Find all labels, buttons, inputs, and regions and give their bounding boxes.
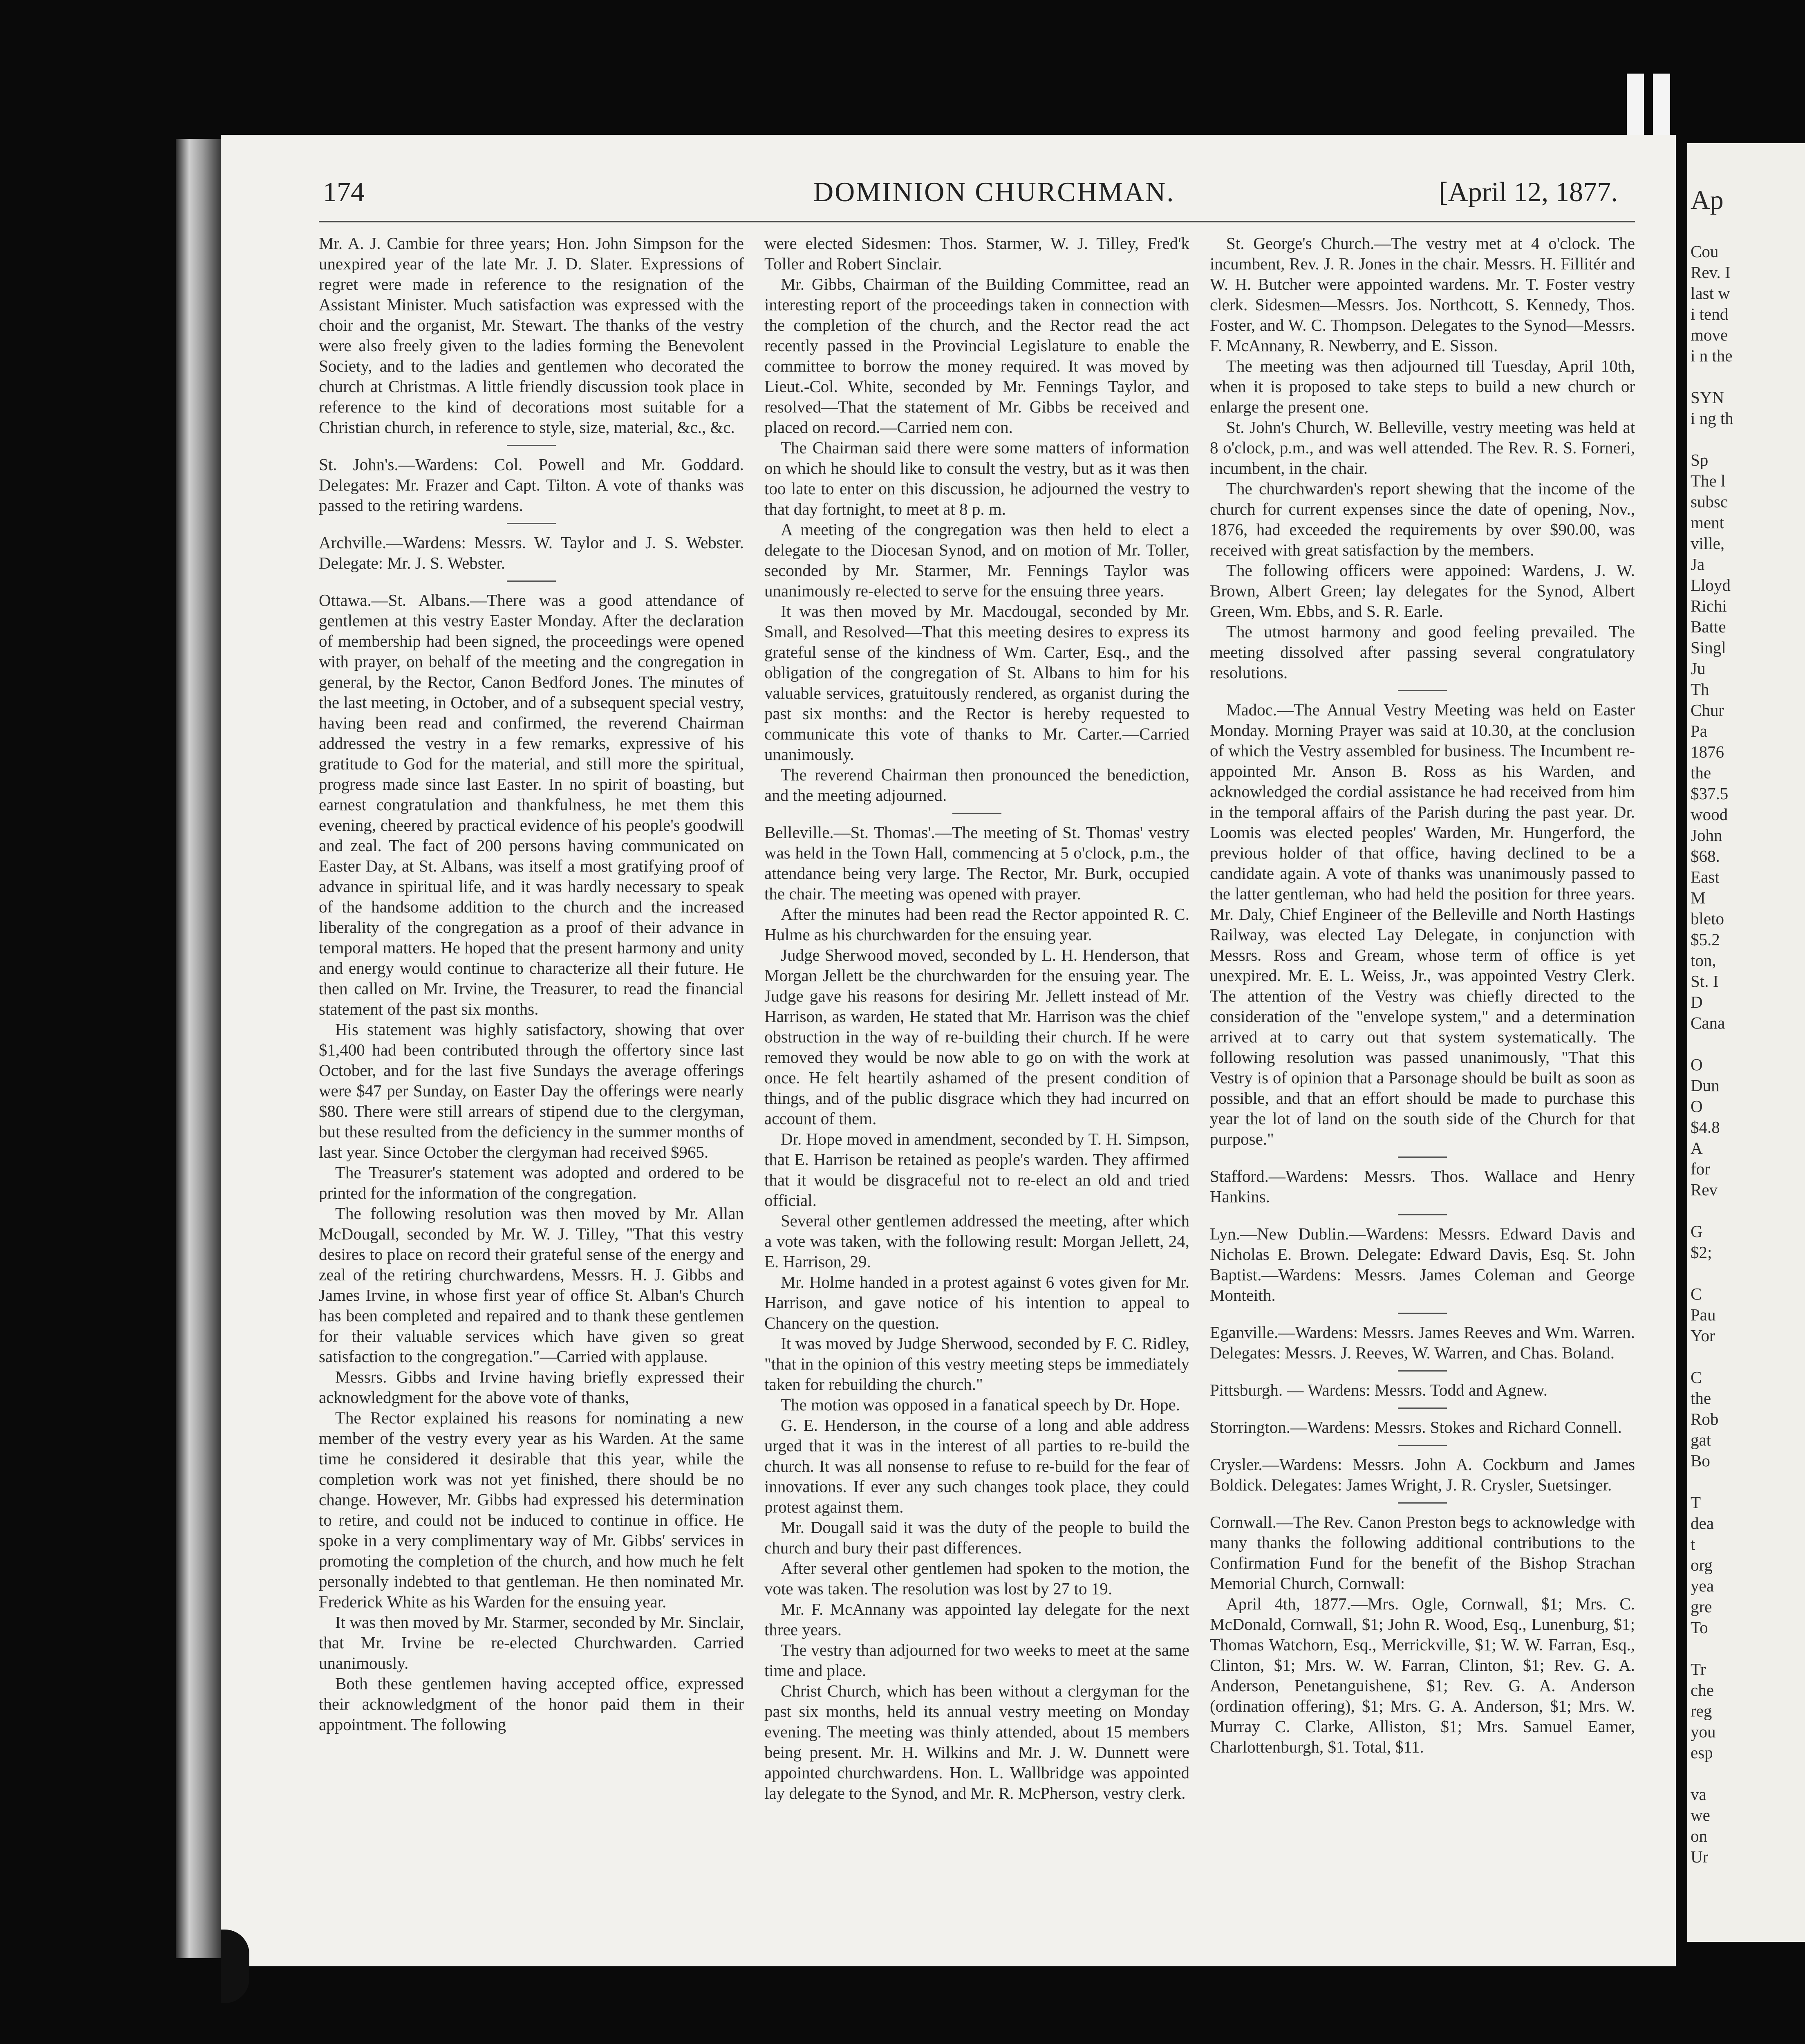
- adjacent-page-fragment: O: [1691, 1055, 1703, 1074]
- adjacent-page-fragment: va: [1691, 1785, 1706, 1804]
- article-paragraph: St. John's.—Wardens: Col. Powell and Mr. Goddard. Delegates: Mr. Frazer and Capt. Tilton. A vote of thanks was passed to the retiring wardens.: [319, 455, 744, 515]
- adjacent-page-fragment: you: [1691, 1722, 1716, 1741]
- article-paragraph: April 4th, 1877.—Mrs. Ogle, Cornwall, $1; Mrs. C. McDonald, Cornwall, $1; John R. Wood, Esq., Lunenburg, $1; Thomas Watchorn, Esq., Merrickville, $1; W. W. Farran, Esq., Clinton, $1; Mrs. W. W. Farran, Clinton, $1; Rev. G. A. Anderson, Penetanguishene, $1; Rev. G. A. Anderson (ordination offering), $1; Mrs. G. A. Anderson, $1; Mrs. W. Murray C. Clarke, Alliston, $1; Mrs. Samuel Eamer, Charlottenburgh, $1. Total, $11.: [1210, 1594, 1635, 1756]
- section-divider: [1398, 1502, 1447, 1504]
- book-binding: [176, 139, 221, 1958]
- newspaper-page: [221, 135, 1676, 1966]
- adjacent-page-fragment: Ur: [1691, 1847, 1709, 1866]
- adjacent-page-fragment: East: [1691, 867, 1720, 886]
- article-paragraph: Several other gentlemen addressed the meeting, after which a vote was taken, with the following result: Morgan Jellett, 24, E. Harrison, 29.: [764, 1211, 1189, 1271]
- article-paragraph: After the minutes had been read the Rector appointed R. C. Hulme as his churchwarden for the ensuing year.: [764, 905, 1189, 944]
- article-paragraph: Pittsburgh. — Wardens: Messrs. Todd and Agnew.: [1210, 1381, 1547, 1399]
- section-divider: [507, 445, 556, 446]
- adjacent-page-fragment: Yor: [1691, 1326, 1715, 1345]
- adjacent-page-fragment: the: [1691, 1389, 1711, 1407]
- article-paragraph: Stafford.—Wardens: Messrs. Thos. Wallace and Henry Hankins.: [1210, 1167, 1635, 1206]
- article-paragraph: Archville.—Wardens: Messrs. W. Taylor and J. S. Webster. Delegate: Mr. J. S. Webster.: [319, 533, 744, 572]
- article-paragraph: A meeting of the congregation was then held to elect a delegate to the Diocesan Synod, and on motion of Mr. Toller, seconded by Mr. Starmer, Mr. Fennings Taylor was unanimously re-elected to serve for the ensuing three years.: [764, 520, 1189, 600]
- adjacent-page-fragment: Batte: [1691, 617, 1726, 636]
- article-paragraph: The Treasurer's statement was adopted and ordered to be printed for the information of the congregation.: [319, 1163, 744, 1202]
- article-paragraph: Ottawa.—St. Albans.—There was a good attendance of gentlemen at this vestry Easter Monday. After the declaration of membership had been signed, the proceedings were opened with prayer, on behalf of the meeting and the congregation in general, by the Rector, Canon Bedford Jones. The minutes of the last meeting, in October, and of a subsequent special vestry, having been read and confirmed, the reverend Chairman addressed the vestry in a few remarks, expressive of his gratitude to God for the material, and still more the spiritual, progress made since last Easter. In no spirit of boasting, but earnest congratulation and thankfulness, he met them this evening, cheered by practical evidence of his people's goodwill and zeal. The fact of 200 persons having communicated on Easter Day, at St. Albans, was itself a most gratifying proof of advance in spiritual life, and it was hardly necessary to speak of the handsome addition to the church and the increased liberality of the congregation as a proof of their advance in temporal matters. He hoped that the present harmony and unity and energy would continue to characterize all their future. He then called on Mr. Irvine, the Treasurer, to read the financial statement of the past six months.: [319, 591, 744, 1018]
- adjacent-page-fragment: Singl: [1691, 638, 1726, 657]
- adjacent-page-fragment: move: [1691, 325, 1728, 344]
- adjacent-page-fragment: Rev: [1691, 1180, 1718, 1199]
- adjacent-page-fragment: Chur: [1691, 701, 1724, 719]
- adjacent-page-fragment: che: [1691, 1681, 1714, 1699]
- article-paragraph: Both these gentlemen having accepted office, expressed their acknowledgment of the honor paid them in their appointment. The following: [319, 1674, 744, 1734]
- adjacent-page-fragment: O: [1691, 1097, 1703, 1116]
- article-paragraph: St. John's Church, W. Belleville, vestry meeting was held at 8 o'clock, p.m., and was well attended. The Rev. R. S. Forneri, incumbent, in the chair.: [1210, 418, 1635, 477]
- article-paragraph: The motion was opposed in a fanatical speech by Dr. Hope.: [781, 1395, 1180, 1414]
- adjacent-page-fragment: G: [1691, 1222, 1703, 1241]
- adjacent-page-fragment: Lloyd: [1691, 576, 1731, 594]
- header-rule: [319, 221, 1635, 222]
- adjacent-page-fragment: T: [1691, 1493, 1701, 1512]
- article-paragraph: The reverend Chairman then pronounced the benediction, and the meeting adjourned.: [764, 765, 1189, 805]
- adjacent-page-fragment: wood: [1691, 805, 1728, 824]
- section-divider: [507, 580, 556, 582]
- section-divider: [1398, 1407, 1447, 1409]
- article-paragraph: Lyn.—New Dublin.—Wardens: Messrs. Edward Davis and Nicholas E. Brown. Delegate: Edward Davis, Esq. St. John Baptist.—Wardens: Messrs. James Coleman and George Monteith.: [1210, 1224, 1635, 1304]
- adjacent-page-fragment: org: [1691, 1555, 1713, 1574]
- adjacent-page-fragment: M: [1691, 888, 1706, 907]
- article-paragraph: Messrs. Gibbs and Irvine having briefly expressed their acknowledgment for the above vote of thanks,: [319, 1367, 744, 1407]
- article-paragraph: Madoc.—The Annual Vestry Meeting was held on Easter Monday. Morning Prayer was said at 10.30, at the conclusion of which the Vestry assembled for business. The Incumbent re-appointed Mr. Anson B. Ross as his Warden, and acknowledged the cordial assistance he had received from him in the temporal affairs of the Parish during the past year. Dr. Loomis was elected peoples' Warden, Mr. Hungerford, the previous holder of that office, having declined to be a candidate again. A vote of thanks was unanimously passed to the latter gentleman, who had held the position for three years. Mr. Daly, Chief Engineer of the Belleville and North Hastings Railway, was elected Lay Delegate, in conjunction with Messrs. Ross and Gream, whose term of office is yet unexpired. Mr. E. L. Weiss, Jr., was appointed Vestry Clerk. The attention of the Vestry was chiefly directed to the consideration of the "envelope system," and a determination arrived at to carry out that system systematically. The following resolution was passed unanimously, "That this Vestry is of opinion that a Parsonage should be built as soon as possible, and that an effort should be made to purchase this year the lot of land on the south side of the Church for that purpose.": [1210, 700, 1635, 1148]
- adjacent-page-fragment: subsc: [1691, 492, 1728, 511]
- adjacent-page-fragment: A: [1691, 1139, 1703, 1157]
- adjacent-page-fragment: $5.2: [1691, 930, 1720, 949]
- article-paragraph: The churchwarden's report shewing that the income of the church for current expenses since the date of opening, Nov., 1876, had exceeded the requirements by over $90.00, was received with great satisfaction by the members.: [1210, 479, 1635, 559]
- adjacent-page-fragment: $37.5: [1691, 784, 1729, 803]
- article-paragraph: were elected Sidesmen: Thos. Starmer, W. J. Tilley, Fred'k Toller and Robert Sinclair.: [764, 234, 1189, 273]
- adjacent-page-fragment: ton,: [1691, 951, 1716, 970]
- adjacent-page-fragment: Rob: [1691, 1410, 1719, 1428]
- column-middle: [764, 233, 1189, 1803]
- article-paragraph: Storrington.—Wardens: Messrs. Stokes and Richard Connell.: [1210, 1418, 1622, 1437]
- adjacent-page-fragment: $2;: [1691, 1243, 1712, 1262]
- adjacent-page-fragment: i tend: [1691, 305, 1729, 323]
- adjacent-page-fragment: Cana: [1691, 1013, 1725, 1032]
- adjacent-page-fragment: last w: [1691, 284, 1730, 303]
- article-paragraph: Cornwall.—The Rev. Canon Preston begs to acknowledge with many thanks the following additional contributions to the Confirmation Fund for the benefit of the Bishop Strachan Memorial Church, Cornwall:: [1210, 1513, 1635, 1593]
- adjacent-page-fragment: t: [1691, 1535, 1695, 1553]
- adjacent-page-fragment: Cou: [1691, 242, 1719, 261]
- adjacent-page-fragment: ment: [1691, 513, 1724, 532]
- article-paragraph: Christ Church, which has been without a clergyman for the past six months, held its annual vestry meeting on Monday evening. The meeting was thinly attended, about 15 members being present. Mr. H. Wilkins and Mr. J. W. Dunnett were appointed churchwardens. Hon. L. Wallbridge was appointed lay delegate to the Synod, and Mr. R. McPherson, vestry clerk.: [764, 1681, 1189, 1802]
- adjacent-page-fragment: SYN: [1691, 388, 1724, 407]
- adjacent-page-fragment: $68.: [1691, 847, 1720, 865]
- adjacent-page-edge: [1687, 143, 1805, 1942]
- section-divider: [507, 523, 556, 524]
- adjacent-page-fragment: i n the: [1691, 346, 1733, 365]
- adjacent-page-fragment: John: [1691, 826, 1722, 845]
- adjacent-page-fragment: D: [1691, 993, 1703, 1011]
- page-header: [221, 176, 1676, 217]
- article-paragraph: Dr. Hope moved in amendment, seconded by T. H. Simpson, that E. Harrison be retained as people's warden. They affirmed that it would be disgraceful not to re-elect an old and tried official.: [764, 1130, 1189, 1210]
- adjacent-page-fragment: yea: [1691, 1576, 1714, 1595]
- adjacent-page-fragment: Th: [1691, 680, 1709, 699]
- article-paragraph: G. E. Henderson, in the course of a long and able address urged that it was in the interest of all parties to re-build the church. It was all nonsense to refuse to re-build for the fear of innovations. If ever any such changes took place, they could protest against them.: [764, 1416, 1189, 1516]
- article-paragraph: Mr. Dougall said it was the duty of the people to build the church and bury their past differences.: [764, 1518, 1189, 1557]
- section-divider: [1398, 690, 1447, 691]
- article-paragraph: The meeting was then adjourned till Tuesday, April 10th, when it is proposed to take steps to build a new church or enlarge the present one.: [1210, 356, 1635, 416]
- adjacent-page-header: Ap: [1691, 185, 1724, 215]
- adjacent-page-fragment: Dun: [1691, 1076, 1720, 1095]
- adjacent-page-fragment: C: [1691, 1284, 1702, 1303]
- adjacent-page-fragment: Rev. I: [1691, 263, 1731, 282]
- adjacent-page-fragment: gre: [1691, 1597, 1712, 1616]
- adjacent-page-fragment: Pau: [1691, 1305, 1716, 1324]
- article-paragraph: Eganville.—Wardens: Messrs. James Reeves and Wm. Warren. Delegates: Messrs. J. Reeves, W. Warren, and Chas. Boland.: [1210, 1323, 1635, 1362]
- adjacent-page-fragment: i ng th: [1691, 409, 1733, 428]
- adjacent-page-fragment: Tr: [1691, 1660, 1706, 1679]
- adjacent-page-fragment: Bo: [1691, 1451, 1710, 1470]
- adjacent-page-fragment: dea: [1691, 1514, 1714, 1533]
- adjacent-page-fragment: for: [1691, 1159, 1710, 1178]
- publication-title: DOMINION CHURCHMAN.: [813, 176, 1175, 207]
- adjacent-page-fragment: Ja: [1691, 555, 1705, 574]
- adjacent-page-fragment: The l: [1691, 471, 1726, 490]
- adjacent-page-fragment: Pa: [1691, 722, 1707, 740]
- article-paragraph: St. George's Church.—The vestry met at 4 o'clock. The incumbent, Rev. J. R. Jones in the chair. Messrs. H. Fillitér and W. H. Butcher were appointed wardens. Mr. T. Foster vestry clerk. Sidesmen—Messrs. Jos. Northcott, S. Kennedy, Thos. Foster, and W. C. Thompson. Delegates to the Synod—Messrs. F. McAnnany, R. Newberry, and E. Sisson.: [1210, 234, 1635, 355]
- adjacent-page-fragment: bleto: [1691, 909, 1724, 928]
- article-paragraph: The following officers were appoined: Wardens, J. W. Brown, Albert Green; lay delegates for the Synod, Albert Green, Wm. Ebbs, and S. R. Earle.: [1210, 561, 1635, 621]
- section-divider: [1398, 1214, 1447, 1215]
- article-paragraph: Mr. F. McAnnany was appointed lay delegate for the next three years.: [764, 1600, 1189, 1639]
- article-paragraph: The following resolution was then moved by Mr. Allan McDougall, seconded by Mr. W. J. Tilley, "That this vestry desires to place on record their grateful sense of the energy and zeal of the retiring churchwardens, Messrs. H. J. Gibbs and James Irvine, in whose first year of office St. Alban's Church has been completed and repaired and to thank these gentlemen for their valuable services which have given so great satisfaction to the congregation."—Carried with applause.: [319, 1204, 744, 1366]
- article-paragraph: Mr. Gibbs, Chairman of the Building Committee, read an interesting report of the proceedings taken in connection with the completion of the church, and the Rector read the act recently passed in the Provincial Legislature to enable the committee to borrow the money required. It was moved by Lieut.-Col. White, seconded by Mr. Fennings Taylor, and resolved—That the statement of Mr. Gibbs be received and placed on record.—Carried nem con.: [764, 275, 1189, 437]
- adjacent-page-fragment: To: [1691, 1618, 1708, 1637]
- article-paragraph: The utmost harmony and good feeling prevailed. The meeting dissolved after passing several congratulatory resolutions.: [1210, 622, 1635, 682]
- article-paragraph: Judge Sherwood moved, seconded by L. H. Henderson, that Morgan Jellett be the churchwarden for the ensuing year. The Judge gave his reasons for desiring Mr. Jellett instead of Mr. Harrison, as warden, He stated that Mr. Harrison was the chief obstruction in the way of re-building their church. If he were removed they would be now able to go on with the work at once. He felt heartily ashamed of the present condition of things, and of the public disgrace which they had incurred on account of them.: [764, 946, 1189, 1128]
- article-paragraph: Belleville.—St. Thomas'.—The meeting of St. Thomas' vestry was held in the Town Hall, commencing at 5 o'clock, p.m., the attendance being very large. The Rector, Mr. Burk, occupied the chair. The meeting was opened with prayer.: [764, 823, 1189, 903]
- article-paragraph: The Rector explained his reasons for nominating a new member of the vestry every year as his Warden. At the same time he considered it desirable that this year, while the completion work was not yet finished, there should be no change. However, Mr. Gibbs had expressed his determination to retire, and could not be induced to continue in office. He spoke in a very complimentary way of Mr. Gibbs' services in promoting the completion of the church, and how much he felt personally indebted to that gentleman. He then nominated Mr. Frederick White as his Warden for the ensuing year.: [319, 1408, 744, 1611]
- article-paragraph: Mr. A. J. Cambie for three years; Hon. John Simpson for the unexpired year of the late Mr. J. D. Slater. Expressions of regret were made in reference to the resignation of the Assistant Minister. Much satisfaction was expressed with the choir and the organist, Mr. Stewart. The thanks of the vestry were also freely given to the ladies forming the Benevolent Society, and to the ladies and gentlemen who decorated the church at Christmas. A little friendly discussion took place in reference to the kind of decorations most suitable for a Christian church, in reference to style, size, material, &c., &c.: [319, 234, 744, 437]
- section-divider: [1398, 1156, 1447, 1158]
- adjacent-page-fragment: Ju: [1691, 659, 1706, 678]
- page-number: 174: [323, 176, 365, 207]
- article-paragraph: It was then moved by Mr. Starmer, seconded by Mr. Sinclair, that Mr. Irvine be re-elected Churchwarden. Carried unanimously.: [319, 1613, 744, 1672]
- article-paragraph: It was then moved by Mr. Macdougal, seconded by Mr. Small, and Resolved—That this meeting desires to express its grateful sense of the kindness of Wm. Carter, Esq., and the obligation of the congregation of St. Albans to him for his valuable services, gratuitously rendered, as organist during the past six months: and the Rector is hereby requested to communicate this vote of thanks to Mr. Carter.—Carried unanimously.: [764, 602, 1189, 764]
- adjacent-page-fragment: esp: [1691, 1743, 1713, 1762]
- article-paragraph: His statement was highly satisfactory, showing that over $1,400 had been contributed through the offertory since last October, and for the last five Sundays the average offerings were $47 per Sunday, on Easter Day the offerings were nearly $80. There were still arrears of stipend due to the clergyman, but these resulted from the deficiency in the summer months of last year. Since October the clergyman had received $965.: [319, 1020, 744, 1161]
- article-paragraph: After several other gentlemen had spoken to the motion, the vote was taken. The resolution was lost by 27 to 19.: [764, 1559, 1189, 1598]
- adjacent-page-fragment: St. I: [1691, 972, 1719, 991]
- article-paragraph: Mr. Holme handed in a protest against 6 votes given for Mr. Harrison, and gave notice of his intention to appeal to Chancery on the question.: [764, 1273, 1189, 1332]
- adjacent-page-fragment: Richi: [1691, 596, 1727, 615]
- article-paragraph: The Chairman said there were some matters of information on which he should like to consult the vestry, but as it was then too late to enter on this discussion, he adjourned the vestry to that day fortnight, to meet at 8 p. m.: [764, 438, 1189, 518]
- adjacent-page-fragment: $4.8: [1691, 1118, 1720, 1136]
- article-paragraph: It was moved by Judge Sherwood, seconded by F. C. Ridley, "that in the opinion of this vestry meeting steps be immediately taken for rebuilding the church.": [764, 1334, 1189, 1394]
- issue-date: [April 12, 1877.: [1439, 176, 1618, 207]
- section-divider: [1398, 1370, 1447, 1372]
- adjacent-page-fragment: gat: [1691, 1430, 1711, 1449]
- adjacent-page-fragment: ville,: [1691, 534, 1725, 553]
- adjacent-page-fragment: C: [1691, 1368, 1702, 1387]
- adjacent-page-fragment: we: [1691, 1806, 1710, 1824]
- adjacent-page-fragment: on: [1691, 1827, 1707, 1845]
- adjacent-page-fragment: the: [1691, 763, 1711, 782]
- column-left: [319, 233, 744, 1735]
- adjacent-page-fragment: 1876: [1691, 742, 1724, 761]
- article-paragraph: Crysler.—Wardens: Messrs. John A. Cockburn and James Boldick. Delegates: James Wright, J. R. Crysler, Suetsinger.: [1210, 1455, 1635, 1494]
- adjacent-page-fragment: Sp: [1691, 450, 1709, 469]
- article-paragraph: The vestry than adjourned for two weeks to meet at the same time and place.: [764, 1641, 1189, 1680]
- adjacent-page-fragment: reg: [1691, 1701, 1712, 1720]
- section-divider: [1398, 1313, 1447, 1314]
- column-right: [1210, 233, 1635, 1757]
- binding-shadow: [221, 1930, 249, 2003]
- section-divider: [1398, 1445, 1447, 1446]
- section-divider: [952, 813, 1001, 814]
